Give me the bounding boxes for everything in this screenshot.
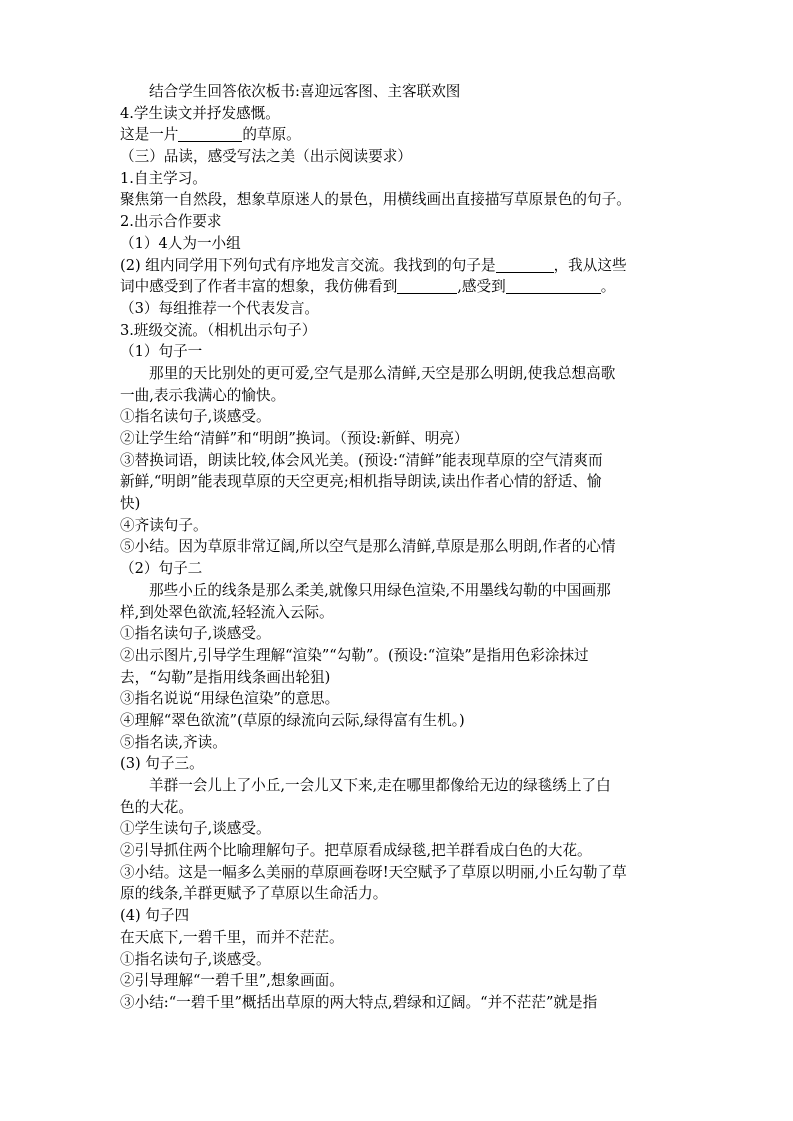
text-segment: ，我从这些 [553, 256, 627, 274]
text-line: ⑤指名读,齐读。 [120, 733, 227, 751]
quoted-sentence: 一曲,表示我满心的愉快。 [120, 386, 286, 404]
text-line: 结合学生回答依次板书:喜迎远客图、主客联欢图 [149, 83, 461, 100]
section-heading: （三）品读，感受写法之美（出示阅读要求） [120, 148, 412, 166]
fill-in-line [120, 276, 675, 298]
fill-in-line [120, 255, 675, 277]
text-line: ③替换词语，朗读比较,体会风光美。(预设:“清鲜”能表现草原的空气清爽而 [120, 451, 603, 469]
text-line: （1）句子一 [120, 343, 203, 361]
fill-in-line [120, 124, 675, 146]
text-line: ⑤小结。因为草原非常辽阔,所以空气是那么清鲜,草原是那么明朗,作者的心情 [120, 538, 616, 556]
text-line: （2）句子二 [120, 560, 203, 578]
text-line: ④齐读句子。 [120, 516, 208, 534]
answer-blank [496, 257, 554, 273]
text-segment: 。 [600, 278, 616, 296]
text-line: 去，“勾勒”是指用线条画出轮狙) [120, 668, 331, 686]
answer-blank [178, 126, 242, 142]
text-line: 1.自主学习。 [120, 169, 207, 187]
answer-blank [506, 278, 601, 294]
text-line: ②出示图片,引导学生理解“渲染”“勾勒”。(预设:“渲染”是指用色彩涂抹过 [120, 646, 589, 664]
text-line: 原的线条,羊群更赋予了草原以生命活力。 [120, 885, 388, 903]
text-line: ①指名读句子,谈感受。 [120, 950, 271, 968]
text-line: (4) 句子四 [120, 907, 190, 925]
quoted-sentence: 羊群一会儿上了小丘,一会儿又下来,走在哪里都像给无边的绿毯绣上了白 [149, 777, 611, 794]
text-line: ①指名读句子,谈感受。 [120, 408, 271, 426]
text-line: ①学生读句子,谈感受。 [120, 820, 271, 838]
text-line: ②引导理解“一碧千里”,想象画面。 [120, 972, 344, 990]
text-line: （1）4人为一小组 [120, 234, 241, 252]
quoted-sentence: 那些小丘的线条是那么柔美,就像只用绿色渲染,不用墨线勾勒的中国画那 [149, 581, 611, 599]
text-line: 快) [120, 495, 141, 513]
quoted-sentence: 在天底下,一碧千里，而并不茫茫。 [120, 928, 344, 946]
text-line: ④理解“翠色欲流”(草原的绿流向云际,绿得富有生机。) [120, 711, 465, 729]
text-line: 2.出示合作要求 [120, 213, 222, 231]
text-segment: 这是一片 [120, 126, 179, 144]
text-line: ②引导抓住两个比喻理解句子。把草原看成绿毯,把羊群看成白色的大花。 [120, 842, 592, 860]
text-line: ②让学生给“清鲜”和“明朗”换词。（预设:新鲜、明亮） [120, 430, 469, 447]
text-line: 3.班级交流。（相机出示句子） [120, 321, 317, 339]
text-line: (3) 句子三。 [120, 755, 204, 773]
text-line: ③小结:“一碧千里”概括出草原的两大特点,碧绿和辽阔。“并不茫茫”就是指 [120, 993, 598, 1011]
text-line: 4.学生读文并抒发感慨。 [120, 104, 280, 122]
quoted-sentence: 色的大花。 [120, 798, 193, 816]
text-line: ①指名读句子,谈感受。 [120, 625, 271, 643]
quoted-sentence: 样,到处翠色欲流,轻轻流入云际。 [120, 603, 334, 621]
text-line: 新鲜,“明朗”能表现草原的天空更亮;相机指导朗读,读出作者心情的舒适、愉 [120, 473, 602, 491]
text-segment: (2) 组内同学用下列句式有序地发言交流。我找到的句子是 [120, 256, 496, 274]
text-segment: 词中感受到了作者丰富的想象，我仿佛看到 [120, 278, 398, 296]
answer-blank [397, 278, 457, 294]
text-line: （3）每组推荐一个代表发言。 [120, 299, 320, 317]
text-line: 聚焦第一自然段，想象草原迷人的景色，用横线画出直接描写草原景色的句子。 [120, 191, 631, 209]
quoted-sentence: 那里的天比别处的更可爱,空气是那么清鲜,天空是那么明朗,使我总想高歌 [149, 364, 616, 382]
text-segment: 的草原。 [242, 126, 301, 144]
text-segment: ,感受到 [457, 278, 506, 296]
text-line: ③指名说说“用绿色渲染”的意思。 [120, 690, 340, 708]
lesson-plan-text [120, 81, 675, 1014]
text-line: ③小结。这是一幅多么美丽的草原画卷呀!天空赋予了草原以明丽,小丘勾勒了草 [120, 863, 627, 881]
